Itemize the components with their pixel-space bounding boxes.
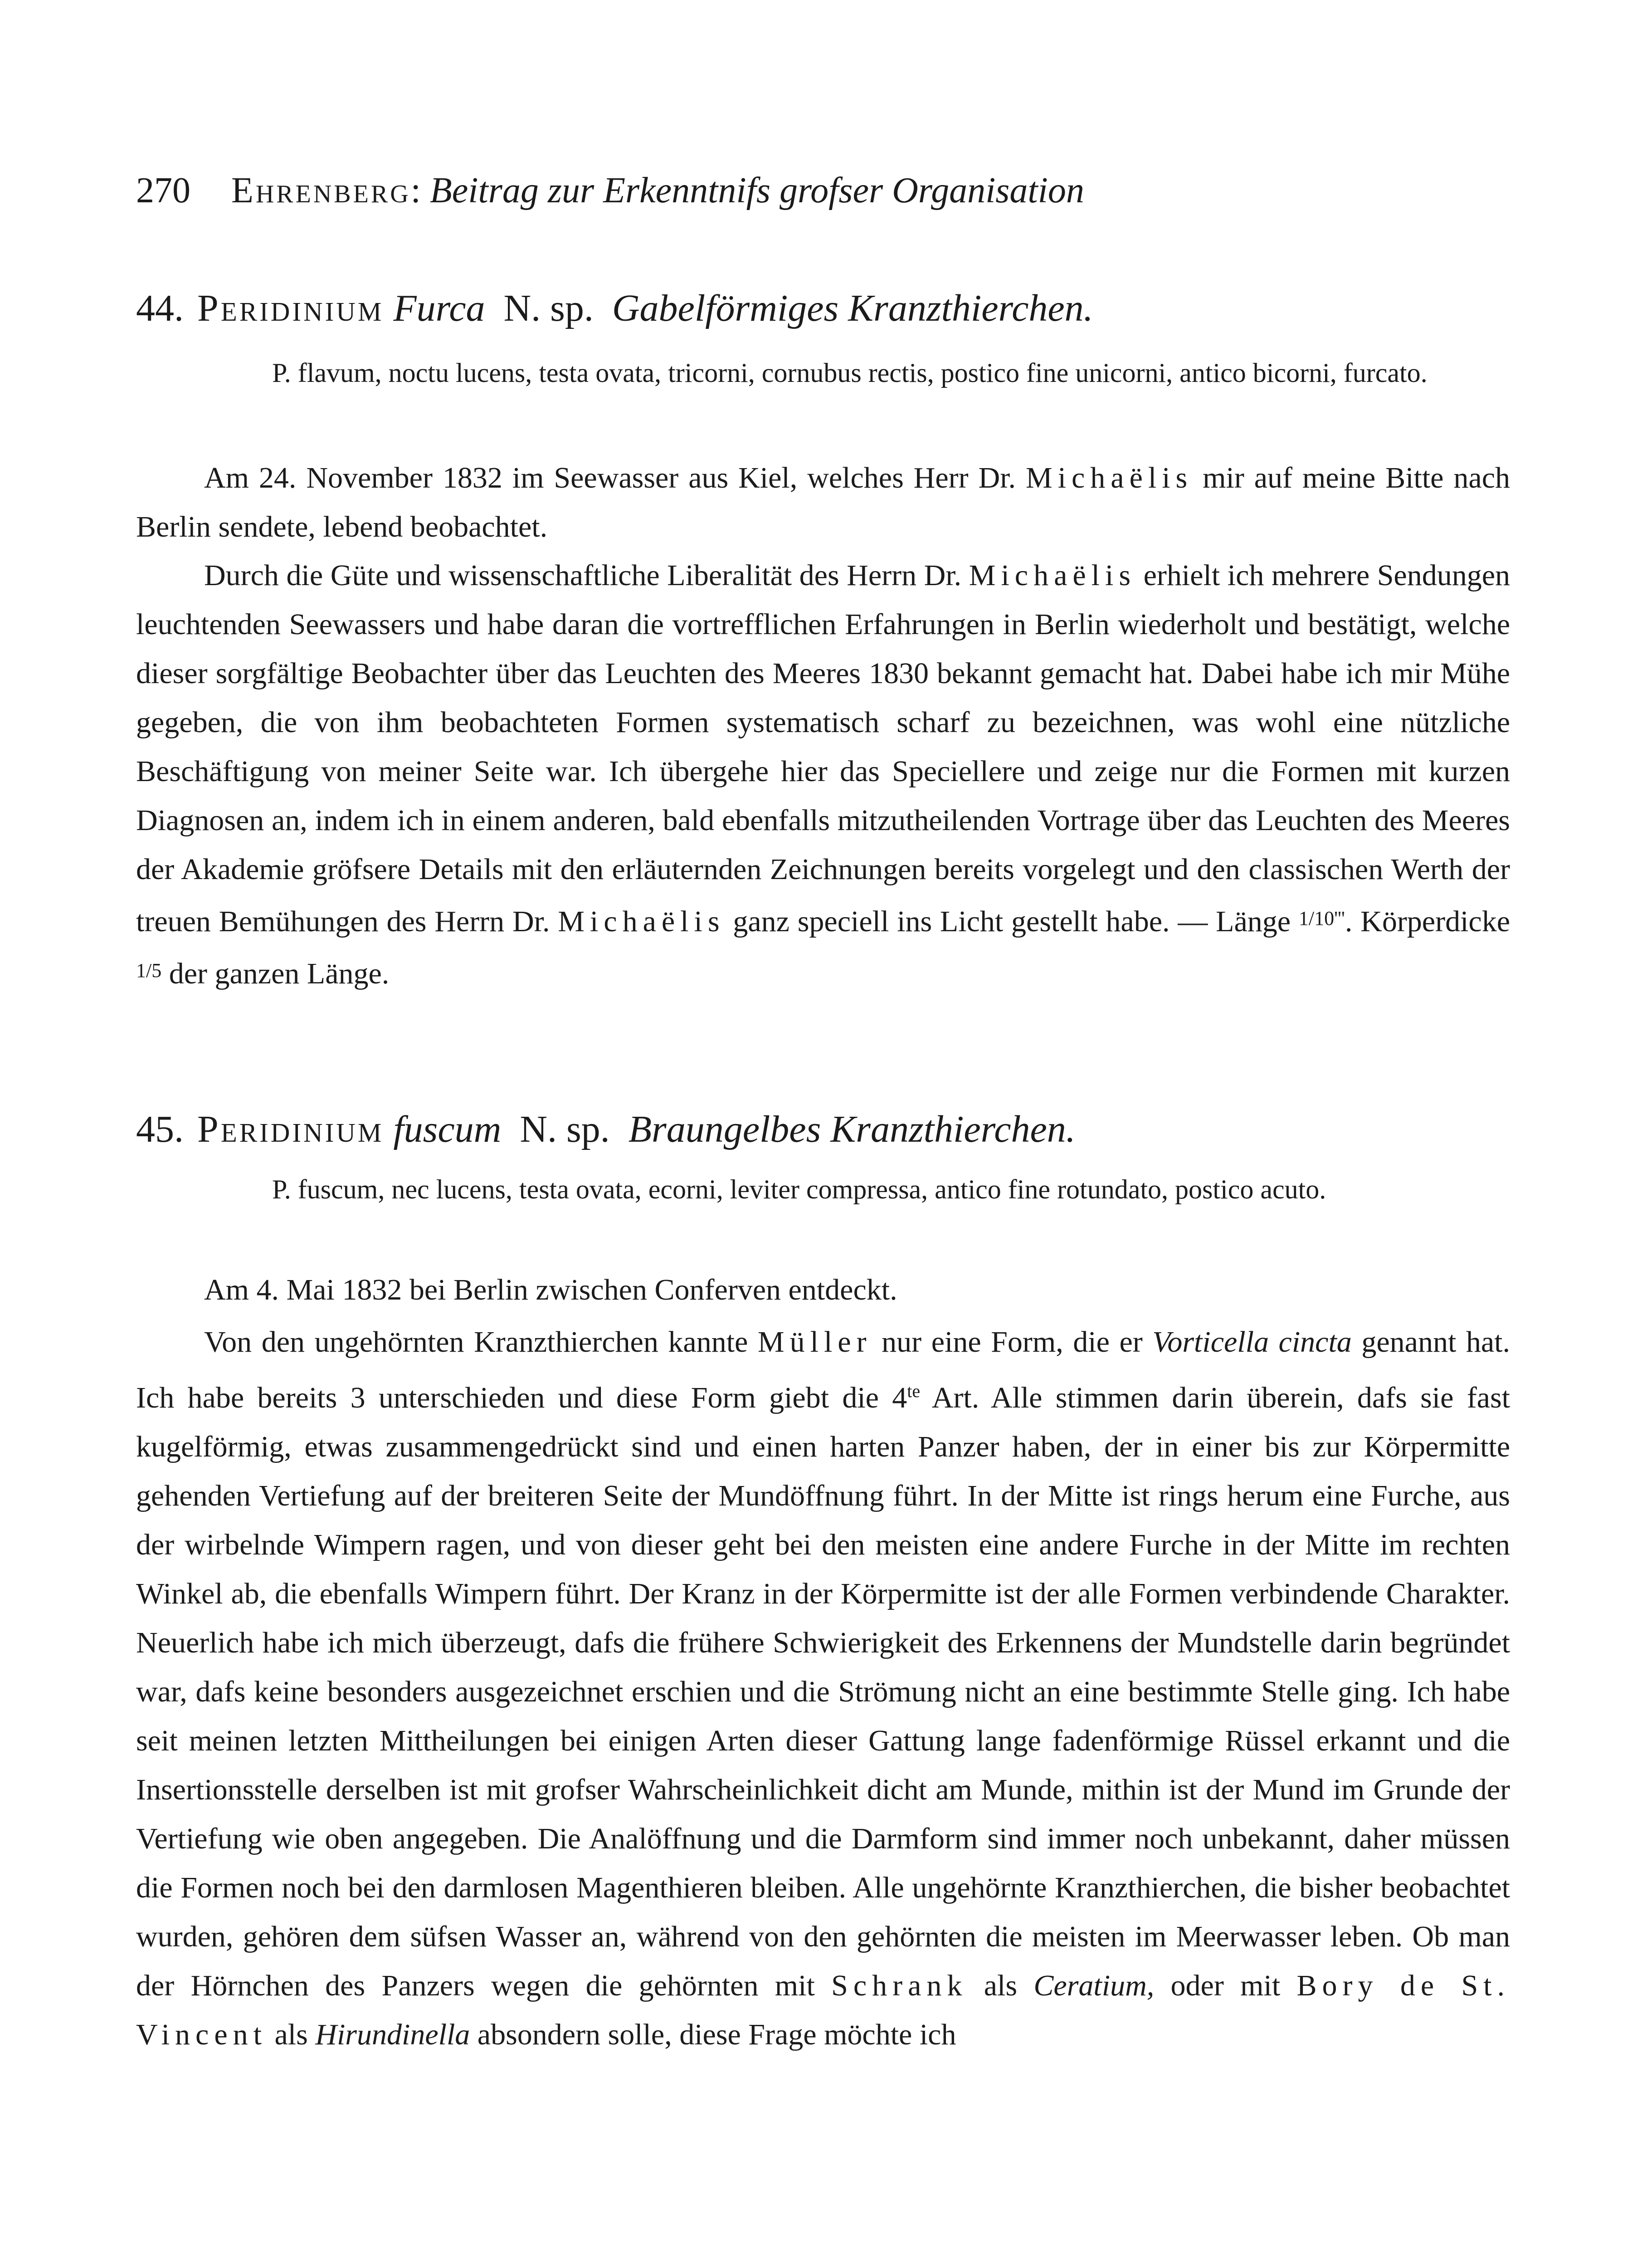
paragraph-44-2: Durch die Güte und wissenschaftliche Liberalität des Herrn Dr. Michaëlis erhielt ich mehrere Sendungen leuchtenden Seewassers und habe daran die vortrefflichen Erfahrungen in Berlin wiederholt und bestätigt, welche dieser sorgfältige Beobachter über das Leuchten des Meeres 1830 bekannt gemacht hat. Dabei habe ich mir Mühe gegeben, die von ihm beobachteten Formen systematisch scharf zu bezeichnen, was wohl eine nützliche Beschäftigung von meiner Seite war. Ich übergehe hier das Speciellere und zeige nur die Formen mit kurzen Diagnosen an, indem ich in einem anderen, bald ebenfalls mitzutheilenden Vortrage über das Leuchten des Meeres der Akademie gröfsere Details mit den erläuternden Zeichnungen bereits vorgelegt und den classischen Werth der treuen Bemühungen des Herrn Dr. Michaëlis ganz speciell ins Licht gestellt habe. — Länge $^{1/10'''}$. Körperdicke $^{1/5}$ der ganzen Länge. [136, 559, 1511, 990]
header-author: Ehrenberg [231, 171, 411, 210]
common-name: Braungelbes Kranzthierchen. [628, 1108, 1076, 1150]
section-heading-44 [136, 286, 1510, 331]
length-fraction: 1/10''' [1298, 907, 1345, 929]
genus-name: Peridinium [197, 287, 384, 329]
taxon-name: Vorticella cincta [1152, 1325, 1352, 1359]
species-name: fuscum [393, 1108, 502, 1150]
new-species-label: N. sp. [520, 1108, 610, 1150]
person-name: Schrank [831, 1969, 968, 2002]
taxon-name: Hirundinella [315, 2018, 470, 2051]
new-species-label: N. sp. [503, 287, 594, 329]
common-name: Gabelförmiges Kranzthierchen. [612, 287, 1093, 329]
person-name: Michaëlis [558, 905, 725, 938]
thickness-fraction: 1/5 [136, 959, 162, 982]
person-name: Michaëlis [1025, 461, 1193, 494]
header-title: Beitrag zur Erkenntnifs grofser Organisation [429, 171, 1084, 210]
latin-diagnosis-45: P. fuscum, nec lucens, testa ovata, ecorni, leviter compressa, antico fine rotundato, postico acuto. [272, 1174, 1326, 1204]
ordinal-suffix: te [907, 1381, 921, 1401]
running-head [136, 168, 1510, 213]
paragraph-45-2: Von den ungehörnten Kranzthierchen kannte Müller nur eine Form, die er Vorticella cincta genannt hat. Ich habe bereits 3 unterschieden und diese Form giebt die $4^{te}$ Art. Alle stimmen darin überein, dafs sie fast kugelförmig, etwas zusammengedrückt sind und einen harten Panzer haben, der in einer bis zur Körpermitte gehenden Vertiefung auf der breiteren Seite der Mundöffnung führt. In der Mitte ist rings herum eine Furche, aus der wirbelnde Wimpern ragen, und von dieser geht bei den meisten eine andere Furche in der Mitte im rechten Winkel ab, die ebenfalls Wimpern führt. Der Kranz in der Körpermitte ist der alle Formen verbindende Charakter. Neuerlich habe ich mich überzeugt, dafs die frühere Schwierigkeit des Erkennens der Mundstelle darin begründet war, dafs keine besonders ausgezeichnet erschien und die Strömung nicht an eine bestimmte Stelle ging. Ich habe seit meinen letzten Mittheilungen bei einigen Arten dieser Gattung lange fadenförmige Rüssel erkannt und die Insertionsstelle derselben ist mit grofser Wahrscheinlichkeit dicht am Munde, mithin ist der Mund im Grunde der Vertiefung wie oben angegeben. Die Analöffnung und die Darmform sind immer noch unbekannt, daher müssen die Formen noch bei den darmlosen Magenthieren bleiben. Alle ungehörnte Kranzthierchen, die bisher beobachtet wurden, gehören dem süfsen Wasser an, während von den gehörnten die meisten im Meerwasser leben. Ob man der Hörnchen des Panzers wegen die gehörnten mit Schrank als Ceratium, oder mit Bory de St. Vincent als Hirundinella absondern solle, diese Frage möchte ich [136, 1325, 1511, 2051]
paragraph-44-1: Am 24. November 1832 im Seewasser aus Kiel, welches Herr Dr. Michaëlis mir auf meine Bitte nach Berlin sendete, lebend beobachtet. [136, 461, 1510, 543]
latin-diagnosis-44: P. flavum, noctu lucens, testa ovata, tricorni, cornubus rectis, postico fine unicorni, antico bicorni, furcato. [272, 358, 1428, 388]
paragraph-45-1: Am 4. Mai 1832 bei Berlin zwischen Conferven entdeckt. [204, 1273, 897, 1306]
taxon-name: Ceratium, [1033, 1969, 1155, 2002]
species-name: Furca [393, 287, 485, 329]
person-name: Bory de St. Vincent [136, 1969, 1510, 2051]
person-name: Müller [757, 1325, 872, 1359]
section-number: 45. [136, 1108, 184, 1150]
section-number: 44. [136, 287, 184, 329]
person-name: Michaëlis [969, 559, 1136, 592]
page-number: 270 [136, 171, 190, 210]
genus-name: Peridinium [197, 1108, 384, 1150]
header-author-suffix: : [410, 171, 421, 210]
section-heading-45 [136, 1107, 1510, 1152]
